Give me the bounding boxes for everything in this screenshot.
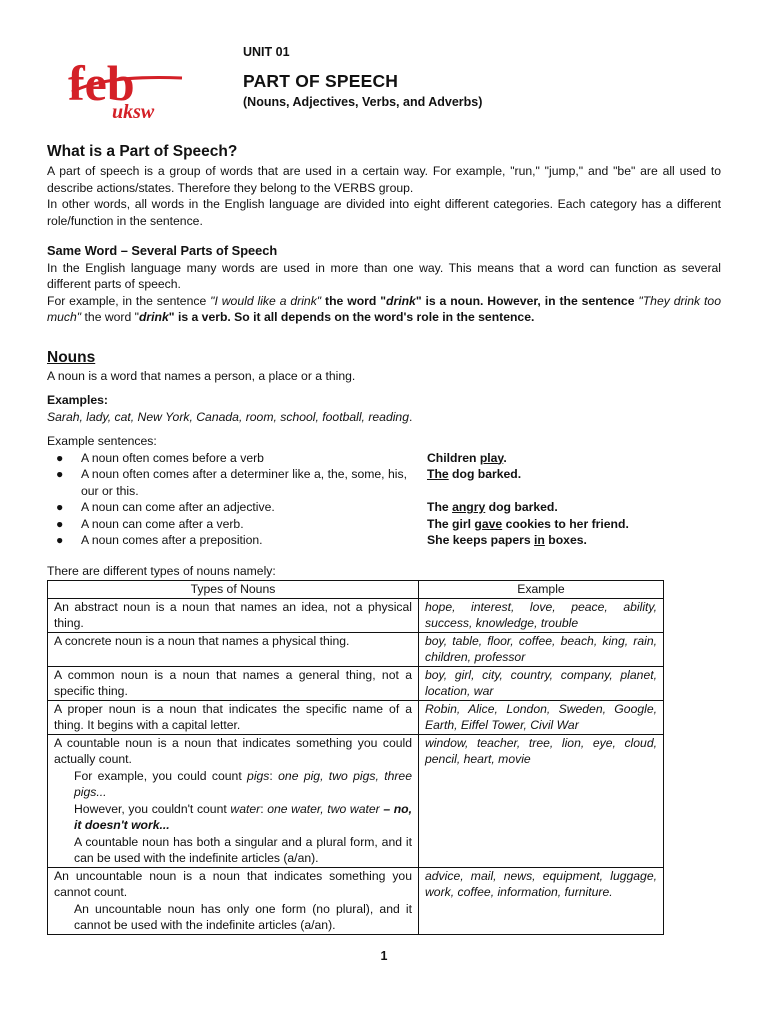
- page-number: 1: [380, 949, 388, 963]
- table-row: An abstract noun is a noun that names an idea, not a physical thing. hope, interest, love, peace, ability, success, knowledge, trouble: [48, 598, 664, 632]
- table-row: An uncountable noun is a noun that indicates something you cannot count. An uncountable noun has only one form (no plural), and it cannot be used with the indefinite articles (a/an). advice, mail, news, equipment, luggage, work, coffee, information, furniture.: [48, 867, 664, 934]
- table-row: A countable noun is a noun that indicates something you could actually count. For example, you could count pigs: one pig, two pigs, three pigs... However, you couldn't count water: one water, two water – no, it doesn't work... A countable noun has both a singular and a plural form, and it can be used with the indefinite articles (a/an). window, teacher, tree, lion, eye, cloud, pencil, heart, movie: [48, 734, 664, 867]
- intro-paragraph-2: In other words, all words in the English language are divided into eight different categories. Each category has a different role/function in the sentence.: [47, 197, 721, 228]
- example-sentence-column: [427, 450, 721, 549]
- bullet-icon: ●: [56, 467, 64, 481]
- same-word-heading: Same Word – Several Parts of Speech: [47, 243, 278, 258]
- examples-list: Sarah, lady, cat, New York, Canada, room, school, football, reading.: [47, 409, 413, 424]
- list-item: ● A noun often comes after a determiner like a, the, some, his, our or this.: [47, 466, 427, 499]
- bullet-list: [47, 450, 427, 549]
- example-sentences-label: Example sentences:: [47, 434, 157, 448]
- table-row: A concrete noun is a noun that names a physical thing. boy, table, floor, coffee, beach, king, rain, children, professor: [48, 632, 664, 666]
- feb-uksw-logo: [64, 54, 188, 124]
- example-sentence: The girl gave cookies to her friend.: [427, 516, 629, 531]
- unit-header: [243, 44, 482, 111]
- page-title: PART OF SPEECH: [243, 70, 399, 91]
- example-sentence: The angry dog barked.: [427, 500, 558, 514]
- bullet-icon: ●: [56, 500, 64, 514]
- list-item: ● A noun can come after an adjective.: [47, 499, 427, 516]
- list-item: ● A noun often comes before a verb: [47, 450, 427, 467]
- bullet-icon: ●: [56, 516, 64, 531]
- same-word-paragraph-2: For example, in the sentence "I would like a drink" the word "drink" is a noun. However, in the sentence "They drink too much" the word "drink" is a verb. So it all depends on the word's role in the sentence.: [47, 293, 721, 324]
- list-item: ● A noun comes after a preposition.: [47, 532, 427, 549]
- table-row: A common noun is a noun that names a general thing, not a specific thing. boy, girl, city, country, company, planet, location, war: [48, 666, 664, 700]
- same-word-paragraph-1: In the English language many words are used in more than one way. This means that a word can function as several different parts of speech.: [47, 260, 721, 291]
- bullet-icon: ●: [56, 450, 64, 465]
- examples-label: Examples:: [47, 393, 108, 407]
- intro-heading: What is a Part of Speech?: [47, 143, 238, 160]
- intro-paragraph-1: A part of speech is a group of words that are used in a certain way. For example, "run," "jump," and "be" are all used to describe actions/states. Therefore they belong to the VERBS group.: [47, 164, 721, 195]
- noun-definition: A noun is a word that names a person, a place or a thing.: [47, 368, 356, 383]
- example-sentence: The dog barked.: [427, 467, 522, 481]
- types-intro: There are different types of nouns namely:: [47, 563, 276, 578]
- bullet-icon: ●: [56, 533, 64, 547]
- logo-brand: feb: [68, 55, 135, 111]
- column-header: Types of Nouns: [48, 581, 419, 599]
- list-item: ● A noun can come after a verb.: [47, 516, 427, 533]
- unit-label: UNIT 01: [243, 45, 290, 59]
- document-body: [47, 142, 721, 935]
- table-row: A proper noun is a noun that indicates the specific name of a thing. It begins with a capital letter. Robin, Alice, London, Sweden, Google, Earth, Eiffel Tower, Civil War: [48, 700, 664, 734]
- noun-types-table: [47, 580, 664, 935]
- table-header-row: [48, 581, 664, 599]
- logo-sub: uksw: [112, 101, 155, 123]
- example-sentences: [47, 450, 721, 549]
- nouns-heading: Nouns: [47, 348, 96, 366]
- example-sentence: Children play.: [427, 450, 507, 465]
- column-header: Example: [419, 581, 664, 599]
- example-sentence: She keeps papers in boxes.: [427, 533, 587, 547]
- page-subtitle: (Nouns, Adjectives, Verbs, and Adverbs): [243, 95, 483, 109]
